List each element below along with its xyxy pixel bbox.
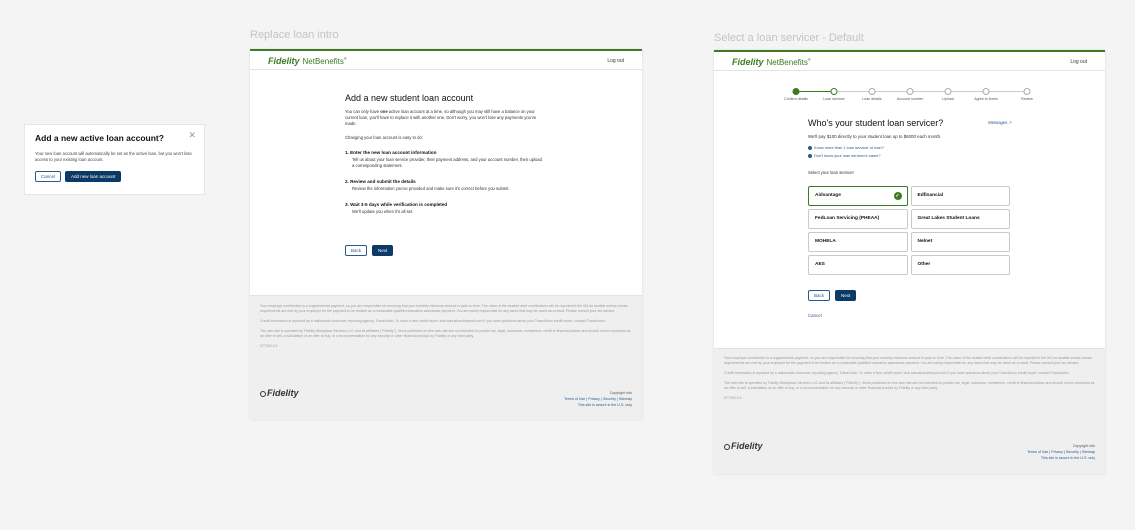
- footer-operator-info: The web site is operated by Fidelity Workplace Services LLC and its affiliates ("Fidelity"). Items published on this web site are not intended to provide tax, legal, insurance, investment, credit or financial advice and should not be construed as an offer to sell, a solicitation of an offer to buy, or a recommendation for any security or other financial product by Fidelity or any third party.: [724, 381, 1095, 390]
- step-desc: We'll update you when it's all set.: [352, 209, 414, 214]
- next-button[interactable]: Next: [372, 245, 393, 256]
- footer-links: Copyright info Terms of Use | Privacy | Security | Sitemap This site is secure in the U.S. only: [564, 391, 632, 407]
- servicer-option-other[interactable]: Other: [911, 255, 1011, 275]
- footer: [250, 295, 642, 420]
- brand-logo[interactable]: Fidelity NetBenefits®: [732, 57, 811, 67]
- servicer-content: [808, 118, 1012, 175]
- step-dot: [869, 88, 876, 95]
- step-desc: Review the information you've provided and make sure it's correct before you submit.: [352, 186, 510, 191]
- step-label: Agree to terms: [974, 97, 998, 101]
- step-dot-current: [831, 88, 838, 95]
- footer: [714, 348, 1105, 474]
- back-button[interactable]: Back: [808, 290, 830, 301]
- footer-disclaimer: Your employer contribution is a supplemental payment, so you are responsible for ensuring that your monthly minimum amount is paid on time. The value of the student debt contributions will be reported in the W2 as taxable unless certain requirements are met by your employer for the payment to be treated as a nontaxable qualified education assistance payment. You are solely responsible for any taxes that may be owed as a result. Please consult your tax advisor.: [724, 356, 1092, 365]
- messages-link[interactable]: Messages ↗: [988, 120, 1012, 125]
- fidelity-logo: Fidelity: [724, 441, 763, 451]
- servicer-option-aes[interactable]: AES: [808, 255, 908, 275]
- footer-credit-info: Credit information is reported by a nationwide consumer reporting agency, TransUnion. To order a free credit report, visit annualcreditreport.com If you have questions about your TransUnion credit report, contact TransUnion.: [724, 371, 1070, 375]
- step-dot: [983, 88, 990, 95]
- back-button[interactable]: Back: [345, 245, 367, 256]
- servicer-option-mohela[interactable]: MOHELA: [808, 232, 908, 252]
- step-dot: [907, 88, 914, 95]
- servicer-option-nelnet[interactable]: Nelnet: [911, 232, 1011, 252]
- fidelity-logo: Fidelity: [260, 388, 299, 398]
- help-icon: [808, 146, 812, 150]
- step-title: 2. Review and submit the details: [345, 179, 416, 184]
- footer-code: 977392.2.0: [724, 396, 742, 400]
- frame-label-intro: Replace loan intro: [250, 29, 339, 41]
- add-loan-modal: [24, 124, 205, 195]
- modal-title: Add a new active loan account?: [35, 133, 164, 143]
- step-desc: Tell us about your loan service provider, their payment address, and your account number, then upload a corresponding statement.: [352, 157, 542, 168]
- modal-body: Your new loan account will automatically be set as the active loan, but you won't lose access to your existing loan account.: [35, 151, 192, 162]
- servicer-option-aidvantage[interactable]: Aidvantage ✓: [808, 186, 908, 206]
- servicer-frame: [714, 50, 1105, 474]
- step-dot: [945, 88, 952, 95]
- multiple-servicers-link[interactable]: Know more than 1 loan servicer or loan?: [808, 145, 1012, 150]
- servicer-option-edfinancial[interactable]: Edfinancial: [911, 186, 1011, 206]
- page-title: Who's your student loan servicer?: [808, 118, 944, 128]
- step-label: Confirm details: [784, 97, 808, 101]
- frame-label-servicer: Select a loan servicer - Default: [714, 32, 864, 44]
- intro-paragraph-2: Changing your loan account is easy to do:: [345, 135, 423, 140]
- step-label: Upload: [942, 97, 954, 101]
- cancel-link[interactable]: Cancel: [808, 313, 822, 318]
- modal-confirm-button[interactable]: Add new loan account: [65, 171, 121, 182]
- step-label: Account number: [896, 97, 924, 101]
- check-icon: ✓: [895, 193, 900, 199]
- servicer-option-fedloan[interactable]: FedLoan Servicing (PHEAA): [808, 209, 908, 229]
- select-label: Select your loan servicer: [808, 170, 854, 175]
- header: [714, 52, 1105, 71]
- help-icon: [808, 154, 812, 158]
- logout-link[interactable]: Log out: [1070, 59, 1087, 65]
- header: [250, 51, 642, 70]
- servicer-subtitle: We'll pay $100 directly to your student loan up to $6000 each month.: [808, 134, 942, 139]
- step-label: Loan servicer: [823, 97, 845, 101]
- logout-link[interactable]: Log out: [607, 58, 624, 64]
- footer-nav-links[interactable]: Terms of Use | Privacy | Security | Sitemap: [564, 397, 632, 401]
- step-dot: [1024, 88, 1031, 95]
- modal-cancel-button[interactable]: Cancel: [35, 171, 61, 182]
- footer-operator-info: The web site is operated by Fidelity Workplace Services LLC and its affiliates ("Fidelity"). Items published on this web site are not intended to provide tax, legal, insurance, investment, credit or financial advice and should not be construed as an offer to sell, a solicitation of an offer to buy, or a recommendation for any security or other financial product by Fidelity or any third party.: [260, 329, 631, 338]
- close-icon[interactable]: ✕: [188, 130, 196, 140]
- footer-credit-info: Credit information is reported by a nationwide consumer reporting agency, TransUnion. To order a free credit report, visit annualcreditreport.com If you have questions about your TransUnion credit report, contact TransUnion.: [260, 319, 606, 323]
- external-link-icon: ↗: [1008, 120, 1012, 125]
- progress-stepper: [784, 88, 1039, 108]
- footer-disclaimer: Your employer contribution is a supplemental payment, so you are responsible for ensuring that your monthly minimum amount is paid on time. The value of the student debt contributions will be reported in the W2 as taxable unless certain requirements are met by your employer for the payment to be treated as a nontaxable qualified education assistance payment. You are solely responsible for any taxes that may be owed as a result. Please consult your tax advisor.: [260, 304, 628, 313]
- intro-frame: [250, 49, 642, 420]
- brand-logo[interactable]: Fidelity NetBenefits®: [268, 56, 347, 66]
- footer-links: Copyright info Terms of Use | Privacy | Security | Sitemap This site is secure in the U.S. only: [1027, 444, 1095, 460]
- next-button[interactable]: Next: [835, 290, 856, 301]
- intro-content: [345, 93, 545, 215]
- step-label: Review: [1021, 97, 1033, 101]
- unknown-servicer-link[interactable]: Don't know your loan servicer's name?: [808, 153, 1012, 158]
- step-title: 3. Wait 3-5 days while verification is completed: [345, 202, 448, 207]
- footer-code: 977392.2.0: [260, 344, 278, 348]
- step-title: 1. Enter the new loan account information: [345, 150, 437, 155]
- step-label: Loan details: [862, 97, 882, 101]
- page-title: Add a new student loan account: [345, 93, 474, 103]
- servicer-option-great-lakes[interactable]: Great Lakes Student Loans: [911, 209, 1011, 229]
- intro-paragraph: You can only have one active loan account at a time, so although you may still have a balance on your current loan, you'll have to replace it with another one. Don't worry, you won't lose any payments you've made.: [345, 109, 537, 126]
- footer-nav-links[interactable]: Terms of Use | Privacy | Security | Sitemap: [1027, 450, 1095, 454]
- servicer-options: [808, 186, 1010, 275]
- step-dot-done: [793, 88, 800, 95]
